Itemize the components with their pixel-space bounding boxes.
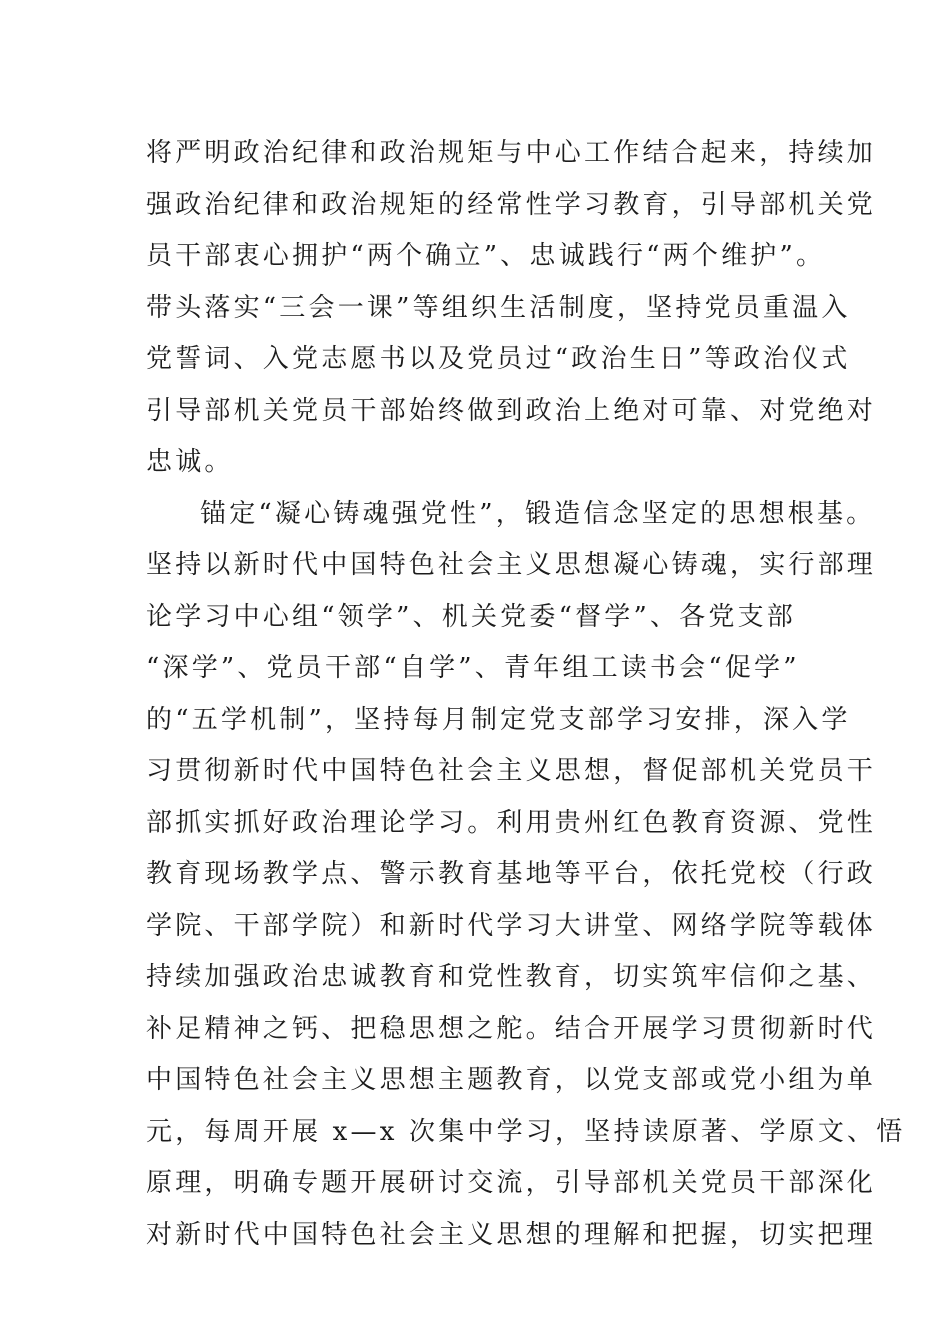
paragraph-2	[146, 489, 906, 1262]
paragraph-heading-line: 锚定“凝心铸魂强党性”，锻造信念坚定的思想根基。	[200, 498, 876, 529]
paragraph-line: 持续加强政治忠诚教育和党性教育，切实筑牢信仰之基、	[146, 962, 877, 992]
paragraph-line: 的“五学机制”，坚持每月制定党支部学习安排，深入学	[146, 704, 851, 735]
paragraph-line: 中国特色社会主义思想主题教育，以党支部或党小组为单	[146, 1065, 877, 1095]
paragraph-line: 将严明政治纪律和政治规矩与中心工作结合起来，持续加	[146, 138, 877, 168]
paragraph-line: 原理，明确专题开展研讨交流，引导部机关党员干部深化	[146, 1168, 877, 1198]
paragraph-line: 引导部机关党员干部始终做到政治上绝对可靠、对党绝对	[146, 395, 877, 426]
paragraph-line: 员干部衷心拥护“两个确立”、忠诚践行“两个维护”。	[146, 241, 826, 271]
paragraph-line: 学院、干部学院）和新时代学习大讲堂、网络学院等载体	[146, 910, 877, 941]
paragraph-line: 对新时代中国特色社会主义思想的理解和把握，切实把理	[146, 1219, 877, 1250]
paragraph-line: 坚持以新时代中国特色社会主义思想凝心铸魂，实行部理	[146, 550, 877, 580]
paragraph-line: 补足精神之钙、把稳思想之舵。结合开展学习贯彻新时代	[146, 1013, 877, 1044]
paragraph-line: “深学”、党员干部“自学”、青年组工读书会“促学”	[146, 653, 800, 683]
paragraph-line: 带头落实“三会一课”等组织生活制度，坚持党员重温入	[146, 292, 851, 323]
paragraph-1	[146, 128, 877, 489]
paragraph-line: 党誓词、入党志愿书以及党员过“政治生日”等政治仪式	[146, 344, 851, 374]
document-body	[146, 128, 906, 1261]
paragraph-line: 教育现场教学点、警示教育基地等平台，依托党校（行政	[146, 859, 877, 889]
paragraph-line: 论学习中心组“领学”、机关党委“督学”、各党支部	[146, 601, 796, 632]
paragraph-line: 部抓实抓好政治理论学习。利用贵州红色教育资源、党性	[146, 807, 877, 838]
paragraph-line: 元，每周开展 x—x 次集中学习，坚持读原著、学原文、悟	[146, 1116, 906, 1147]
paragraph-line: 强政治纪律和政治规矩的经常性学习教育，引导部机关党	[146, 189, 877, 220]
paragraph-line: 忠诚。	[146, 447, 234, 477]
paragraph-line: 习贯彻新时代中国特色社会主义思想，督促部机关党员干	[146, 756, 877, 786]
